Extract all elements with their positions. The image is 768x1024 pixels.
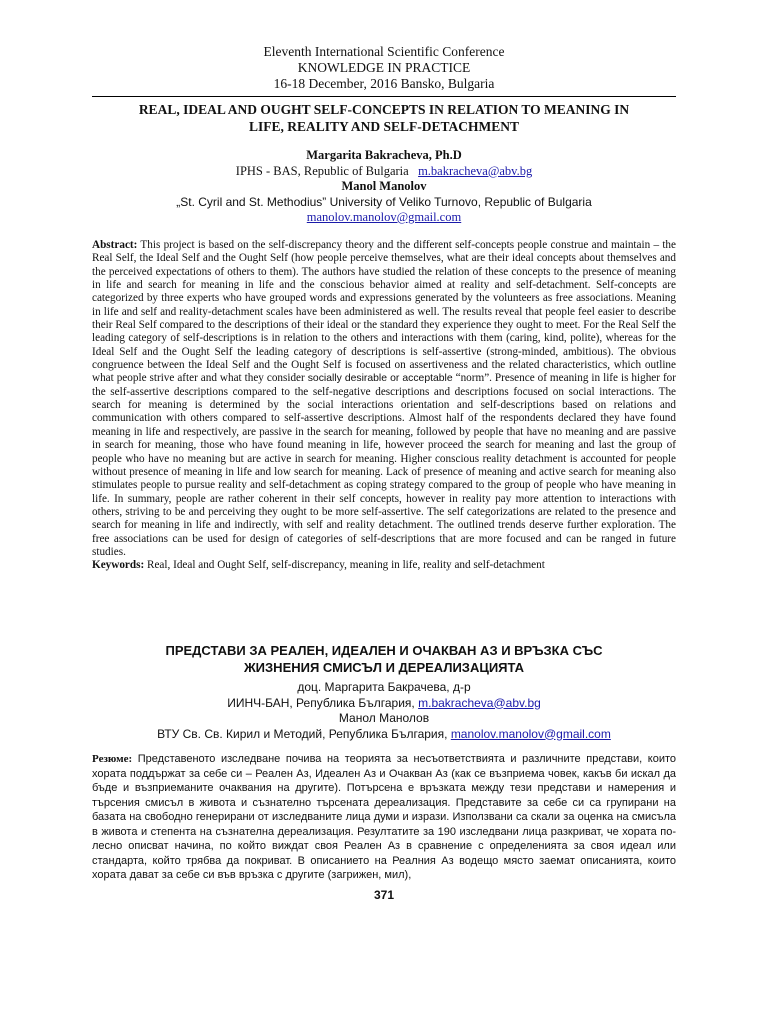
author-1-email-link[interactable]: m.bakracheva@abv.bg <box>418 163 533 178</box>
abstract-label: Abstract: <box>92 239 138 251</box>
author-block <box>0 148 768 226</box>
bulgarian-affiliation-1-line <box>0 696 768 712</box>
bulgarian-affiliation-2-line <box>0 727 768 743</box>
bulgarian-email-2-link[interactable]: manolov.manolov@gmail.com <box>450 726 611 741</box>
bulgarian-title-line-1: ПРЕДСТАВИ ЗА РЕАЛЕН, ИДЕАЛЕН И ОЧАКВАН АЗ И ВРЪЗКА СЪС <box>165 643 603 658</box>
author-1-affiliation: IPHS - BAS, Republic of Bulgaria <box>235 163 409 178</box>
page-number: 371 <box>373 888 395 902</box>
keywords-label: Keywords: <box>92 559 145 572</box>
bulgarian-affiliation-2: ВТУ Св. Св. Кирил и Методий, Република България, <box>157 726 448 741</box>
bulgarian-abstract-text: Представеното изследване почива на теорията за несъответствията и различните представи, които хората поддържат за себе си – Реален Аз, Идеален Аз и Очакван Аз (как се възприема човек, какъв би искал да бъде и възприеманите очаквания на другите). Потърсена е връзката между тези представи и намерения и търсения смисъл в живота и съзнателно търсената дереализация. Представите за себе си са групирани на базата на свободно генерирани от изследваните лица думи и изрази. Използвани са скали за оценка на смисъла в живота и степента на съзнателна дереализация. Резултатите за 190 изследвани лица разкриват, че хората по-лесно описват начина, по който виждат своя Реален Аз в сравнение с определенията за своя идеал или стандарта, който трябва да покриват. В описанието на Реалния Аз водещо място заемат описанията, които хората дават за себе си във връзка с другите (загрижен, мил), <box>92 753 676 881</box>
keywords-text: Real, Ideal and Ought Self, self-discrepancy, meaning in life, reality and self-detachment <box>144 559 545 572</box>
paper-title <box>80 101 688 135</box>
abstract-text-part-1: This project is based on the self-discrepancy theory and the different self-concepts people construe and maintain – the Real Self, the Ideal Self and the Ought Self (how people perceive themselves, what are their ideal concepts about themselves and the perceived expectations of others to them). The authors have studied the relation of these concepts to the presence of meaning in life and search for meaning in life and the conscious behavior aimed at reality and self-detachment. Self-concepts are categorized by three experts who have grouped words and expressions generated by the volunteers as free associations. Meaning in life and self and reality-detachment scales have been administered as well. The results reveal that people feel easier to describe their Real Self compared to the descriptions of their ideal or the standard they experience they ought to meet. For the Real Self the leading category of self-descriptions is in relation to the others and interactions with them (caring, kind, polite), whereas for the Ideal Self and the Ought Self the leading category of descriptions is self-assertive (strong-minded, ambitious). The obvious congruence between the Ideal Self and the Ought Self is focused on assertiveness and the related characteristics, which outline what people strive after and what they consider <box>92 239 676 385</box>
abstract-text-part-2: socially desirable or acceptable <box>307 373 453 385</box>
bulgarian-author-block <box>0 680 768 742</box>
abstract-section <box>92 239 676 573</box>
bulgarian-title-line-2: ЖИЗНЕНИЯ СМИСЪЛ И ДЕРЕАЛИЗАЦИЯТА <box>243 660 525 675</box>
abstract-text-part-3: “norm”. Presence of meaning in life is higher for the self-assertive descriptions compared to the self-negative descriptions and descriptions focused on social interactions. The search for meaning is determined by the social interactions orientation and self-descriptions based on relations and communication with others compared to self-assertive descriptions. Almost half of the respondents declared they have found meaning in life and respectively, are passive in the search for meaning, followed by people that have no meaning and are passive in search for meaning, those who have found meaning in life, however proceed the search for meaning and last the group of people who have no meaning but are active in search for meaning. Higher conscious reality detachment is accounted for people without presence of meaning in life and low search for meaning. Lack of presence of meaning and active search for meaning also stimulates people to pursue reality and self-detachment as coping strategy compared to the group of people who have meaning in life. In summary, people are rather coherent in their self concepts, however in reality pay more attention to interactions with others, striving to be and perceiving they ought to be more self-assertive. The self categorizations are related to the presence and search for meaning in life and indirectly, with self and reality detachment. The outlined trends deserve further exploration. The free associations can be used for design of categories of self-descriptions that are more focused and can be ranged in future studies. <box>92 372 676 558</box>
author-1-affiliation-line <box>0 164 768 180</box>
conference-header <box>0 44 768 92</box>
bulgarian-author-2: Манол Манолов <box>338 711 430 725</box>
author-2-name: Manol Manolov <box>341 179 427 193</box>
paper-title-line-1: REAL, IDEAL AND OUGHT SELF-CONCEPTS IN RELATION TO MEANING IN <box>138 102 630 117</box>
bulgarian-title <box>80 642 688 676</box>
paper-title-line-2: LIFE, REALITY AND SELF-DETACHMENT <box>248 119 520 134</box>
bulgarian-abstract-label: Резюме: <box>92 753 133 765</box>
conference-date-location: 16-18 December, 2016 Bansko, Bulgaria <box>273 76 495 91</box>
bulgarian-email-1-link[interactable]: m.bakracheva@abv.bg <box>418 695 541 710</box>
bulgarian-author-1: доц. Маргарита Бакрачева, д-р <box>297 680 471 694</box>
conference-name: Eleventh International Scientific Conference <box>263 44 505 59</box>
author-2-email-link[interactable]: manolov.manolov@gmail.com <box>306 210 462 224</box>
conference-subtitle: KNOWLEDGE IN PRACTICE <box>297 60 471 75</box>
header-divider <box>92 96 676 97</box>
author-2-affiliation: „St. Cyril and St. Methodius” University of Veliko Turnovo, Republic of Bulgaria <box>176 194 592 209</box>
author-1-name: Margarita Bakracheva, Ph.D <box>306 148 462 162</box>
bulgarian-affiliation-1: ИИНЧ-БАН, Република България, <box>227 695 415 710</box>
bulgarian-abstract-section <box>92 752 676 883</box>
